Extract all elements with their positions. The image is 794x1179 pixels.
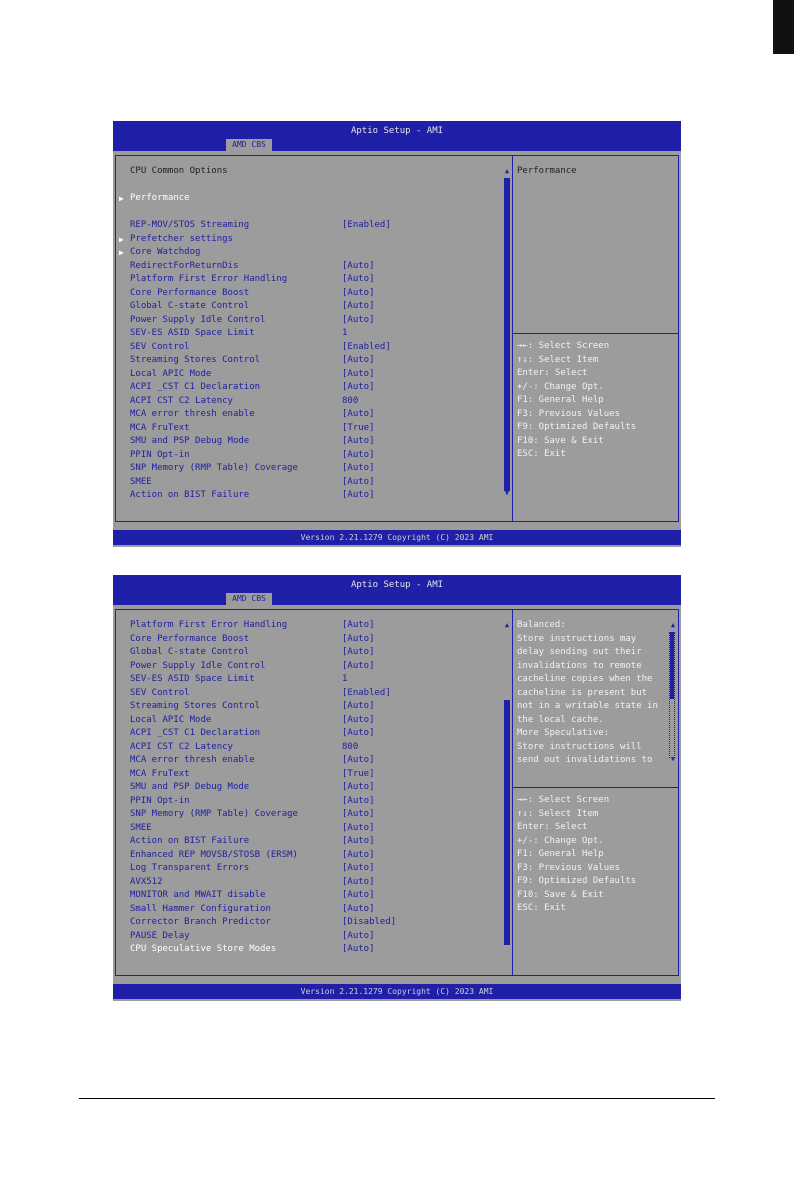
- setting-row[interactable]: [113, 903, 503, 916]
- key-hint: Enter: Select: [517, 822, 588, 832]
- setting-value[interactable]: [Auto]: [342, 490, 375, 500]
- setting-value[interactable]: [True]: [342, 768, 375, 779]
- setting-row[interactable]: [113, 768, 503, 781]
- setting-value[interactable]: [Auto]: [342, 836, 375, 846]
- setting-label: Global C-state Control: [130, 301, 250, 311]
- setting-label: Enhanced REP MOVSB/STOSB (ERSM): [130, 849, 298, 860]
- setting-label: Performance: [130, 193, 190, 203]
- key-hint: ↑↓: Select Item: [517, 808, 599, 819]
- setting-row[interactable]: [113, 246, 503, 259]
- setting-value[interactable]: [Enabled]: [342, 687, 391, 698]
- setting-value[interactable]: 1: [342, 328, 348, 338]
- setting-row[interactable]: [113, 233, 503, 246]
- key-hint: →←: Select Screen: [517, 341, 610, 351]
- setting-row[interactable]: [113, 300, 503, 313]
- setting-value[interactable]: [Auto]: [342, 849, 375, 860]
- scroll-up-arrow-icon[interactable]: ▲: [504, 167, 510, 175]
- setting-row[interactable]: [113, 727, 503, 740]
- setting-value[interactable]: [Auto]: [342, 476, 375, 487]
- help-text-line: cacheline copies when the: [517, 674, 653, 684]
- setting-value[interactable]: [Auto]: [342, 463, 375, 473]
- setting-row[interactable]: [113, 408, 503, 421]
- setting-label: Core Performance Boost: [130, 287, 250, 298]
- setting-row[interactable]: [113, 876, 503, 889]
- setting-label: SMEE: [130, 476, 152, 487]
- help-scroll-down-arrow-icon[interactable]: ▼: [670, 755, 676, 763]
- setting-value[interactable]: [Auto]: [342, 449, 375, 460]
- setting-row[interactable]: [113, 476, 503, 489]
- section-heading-label: CPU Common Options: [130, 166, 228, 176]
- key-hint: +/-: Change Opt.: [517, 381, 604, 392]
- setting-row[interactable]: [113, 646, 503, 659]
- setting-value[interactable]: [Auto]: [342, 755, 375, 765]
- setting-label: MCA FruText: [130, 768, 190, 779]
- setting-row[interactable]: [113, 889, 503, 902]
- setting-label: SMU and PSP Debug Mode: [130, 436, 250, 446]
- help-scroll-up-arrow-icon[interactable]: ▲: [670, 621, 676, 629]
- setting-value[interactable]: [Enabled]: [342, 220, 391, 230]
- setting-value[interactable]: [Auto]: [342, 647, 375, 657]
- setting-row[interactable]: [113, 435, 503, 448]
- setting-value[interactable]: [Auto]: [342, 314, 375, 325]
- setting-label: SNP Memory (RMP Table) Coverage: [130, 463, 298, 473]
- help-text-line: send out invalidations to: [517, 755, 653, 765]
- help-text-line: Store instructions may: [517, 633, 637, 644]
- setting-label: Power Supply Idle Control: [130, 314, 266, 325]
- setting-value[interactable]: [Auto]: [342, 274, 375, 284]
- help-text-line: not in a writable state in: [517, 701, 658, 711]
- setting-label: Platform First Error Handling: [130, 620, 288, 630]
- help-separator: [513, 333, 679, 334]
- version-footer: Version 2.21.1279 Copyright (C) 2023 AMI: [113, 530, 681, 545]
- setting-label: Corrector Branch Predictor: [130, 917, 271, 927]
- setting-row[interactable]: [113, 314, 503, 327]
- setting-label: RedirectForReturnDis: [130, 260, 239, 271]
- setting-label: PPIN Opt-in: [130, 449, 190, 460]
- setting-value[interactable]: [Auto]: [342, 714, 375, 725]
- setting-label: Power Supply Idle Control: [130, 660, 266, 671]
- setting-value[interactable]: [Auto]: [342, 260, 375, 271]
- bios-title: Aptio Setup - AMI: [350, 126, 444, 136]
- scroll-up-arrow-icon[interactable]: ▲: [504, 621, 510, 629]
- setting-value[interactable]: 800: [342, 395, 359, 406]
- setting-label: REP-MOV/STOS Streaming: [130, 220, 250, 230]
- setting-value[interactable]: [Auto]: [342, 633, 375, 644]
- setting-value[interactable]: [Auto]: [342, 368, 375, 379]
- help-text-line: Balanced:: [517, 620, 566, 630]
- setting-row[interactable]: [113, 341, 503, 354]
- setting-label: MCA error thresh enable: [130, 755, 255, 765]
- scrollbar-thumb[interactable]: [504, 178, 510, 491]
- setting-row[interactable]: [113, 943, 503, 956]
- setting-value[interactable]: [Auto]: [342, 822, 375, 833]
- version-footer: Version 2.21.1279 Copyright (C) 2023 AMI: [113, 984, 681, 999]
- setting-row[interactable]: [113, 260, 503, 273]
- help-scrollbar-thumb[interactable]: [670, 632, 674, 699]
- key-hint: F10: Save & Exit: [517, 889, 604, 900]
- setting-row[interactable]: [113, 930, 503, 943]
- key-hint: +/-: Change Opt.: [517, 835, 604, 846]
- key-hint: ESC: Exit: [517, 903, 566, 913]
- key-hint: ESC: Exit: [517, 449, 566, 459]
- setting-value[interactable]: [Auto]: [342, 863, 375, 873]
- key-hint: ↑↓: Select Item: [517, 354, 599, 365]
- setting-row[interactable]: [113, 781, 503, 794]
- setting-label: Local APIC Mode: [130, 714, 212, 725]
- setting-row[interactable]: [113, 700, 503, 713]
- setting-value[interactable]: 1: [342, 674, 348, 684]
- key-hint: F3: Previous Values: [517, 408, 620, 419]
- setting-row[interactable]: [113, 327, 503, 340]
- setting-label: Local APIC Mode: [130, 368, 212, 379]
- setting-label: MONITOR and MWAIT disable: [130, 890, 266, 900]
- submenu-arrow-icon: ▶: [119, 248, 124, 257]
- help-text-line: Store instructions will: [517, 741, 642, 752]
- setting-label: Action on BIST Failure: [130, 490, 250, 500]
- setting-value[interactable]: [Auto]: [342, 809, 375, 819]
- setting-value[interactable]: [Auto]: [342, 930, 375, 941]
- setting-row[interactable]: [113, 714, 503, 727]
- setting-row[interactable]: [113, 462, 503, 475]
- setting-label: Global C-state Control: [130, 647, 250, 657]
- setting-label: SEV Control: [130, 687, 190, 698]
- setting-value[interactable]: [Auto]: [342, 782, 375, 792]
- setting-row[interactable]: [113, 862, 503, 875]
- setting-label: SMU and PSP Debug Mode: [130, 782, 250, 792]
- setting-label: SNP Memory (RMP Table) Coverage: [130, 809, 298, 819]
- setting-row[interactable]: [113, 449, 503, 462]
- setting-label: Platform First Error Handling: [130, 274, 288, 284]
- setting-row[interactable]: [113, 489, 503, 502]
- help-text-line: delay sending out their: [517, 647, 642, 657]
- submenu-arrow-icon: ▶: [119, 234, 124, 244]
- setting-value[interactable]: [Auto]: [342, 287, 375, 298]
- setting-label: Core Performance Boost: [130, 633, 250, 644]
- setting-row[interactable]: [113, 633, 503, 646]
- setting-value[interactable]: [Auto]: [342, 876, 375, 887]
- setting-value[interactable]: 800: [342, 741, 359, 752]
- setting-value[interactable]: [Auto]: [342, 409, 375, 419]
- setting-label: PAUSE Delay: [130, 930, 190, 941]
- setting-value[interactable]: [Auto]: [342, 944, 375, 954]
- setting-label: Small Hammer Configuration: [130, 903, 271, 914]
- setting-row[interactable]: [113, 219, 503, 232]
- setting-row[interactable]: [113, 354, 503, 367]
- setting-row[interactable]: [113, 808, 503, 821]
- setting-row[interactable]: [113, 619, 503, 632]
- setting-row[interactable]: [113, 287, 503, 300]
- setting-row[interactable]: [113, 381, 503, 394]
- setting-row[interactable]: [113, 273, 503, 286]
- setting-label: PPIN Opt-in: [130, 795, 190, 806]
- setting-row[interactable]: [113, 368, 503, 381]
- page-bottom-rule: [79, 1098, 715, 1099]
- setting-label: Action on BIST Failure: [130, 836, 250, 846]
- key-hint: F9: Optimized Defaults: [517, 422, 637, 432]
- setting-label: MCA FruText: [130, 422, 190, 433]
- setting-row[interactable]: [113, 192, 503, 205]
- panel-divider: [512, 609, 513, 976]
- submenu-arrow-icon: ▶: [119, 194, 124, 203]
- key-hint: F9: Optimized Defaults: [517, 876, 637, 886]
- section-heading: [113, 165, 503, 178]
- setting-label: Log Transparent Errors: [130, 863, 250, 873]
- setting-value[interactable]: [Auto]: [342, 890, 375, 900]
- help-text-line: invalidations to remote: [517, 660, 642, 671]
- setting-label: SEV-ES ASID Space Limit: [130, 328, 255, 338]
- key-hint: →←: Select Screen: [517, 795, 610, 805]
- setting-value[interactable]: [Auto]: [342, 301, 375, 311]
- setting-value[interactable]: [Auto]: [342, 795, 375, 806]
- scroll-down-arrow-icon[interactable]: ▼: [504, 489, 510, 497]
- bios-screen-cpu-common-options: [113, 121, 681, 547]
- setting-label: ACPI _CST C1 Declaration: [130, 728, 261, 738]
- setting-row[interactable]: [113, 795, 503, 808]
- key-hint: F1: General Help: [517, 395, 604, 405]
- setting-row[interactable]: [113, 822, 503, 835]
- setting-label: MCA error thresh enable: [130, 409, 255, 419]
- setting-label: AVX512: [130, 876, 163, 887]
- tab-amd-cbs[interactable]: AMD CBS: [226, 139, 272, 151]
- setting-label: Core Watchdog: [130, 247, 201, 257]
- tab-amd-cbs[interactable]: AMD CBS: [226, 593, 272, 605]
- setting-row[interactable]: [113, 835, 503, 848]
- setting-label: SEV-ES ASID Space Limit: [130, 674, 255, 684]
- help-text-line: Performance: [517, 166, 577, 176]
- setting-value[interactable]: [Disabled]: [342, 917, 397, 927]
- setting-label: SEV Control: [130, 341, 190, 352]
- help-text-line: the local cache.: [517, 714, 604, 725]
- setting-label: ACPI CST C2 Latency: [130, 395, 233, 406]
- setting-value[interactable]: [Auto]: [342, 660, 375, 671]
- setting-row[interactable]: [113, 687, 503, 700]
- setting-row[interactable]: [113, 916, 503, 929]
- help-text-line: cacheline is present but: [517, 687, 648, 698]
- panel-divider: [512, 155, 513, 522]
- setting-row[interactable]: [113, 422, 503, 435]
- setting-label: Streaming Stores Control: [130, 355, 261, 365]
- setting-value[interactable]: [Auto]: [342, 903, 375, 914]
- setting-value[interactable]: [True]: [342, 422, 375, 433]
- setting-value[interactable]: [Auto]: [342, 355, 375, 365]
- setting-label: Streaming Stores Control: [130, 701, 261, 711]
- setting-label: Prefetcher settings: [130, 233, 233, 244]
- setting-row[interactable]: [113, 849, 503, 862]
- setting-value[interactable]: [Auto]: [342, 620, 375, 630]
- setting-value[interactable]: [Auto]: [342, 382, 375, 392]
- key-hint: Enter: Select: [517, 368, 588, 378]
- key-hint: F10: Save & Exit: [517, 435, 604, 446]
- page-edge-tab: [773, 0, 794, 54]
- setting-row[interactable]: [113, 754, 503, 767]
- setting-label: SMEE: [130, 822, 152, 833]
- setting-value[interactable]: [Enabled]: [342, 341, 391, 352]
- setting-row[interactable]: [113, 673, 503, 686]
- setting-row[interactable]: [113, 660, 503, 673]
- help-text-line: More Speculative:: [517, 728, 610, 738]
- setting-label: ACPI _CST C1 Declaration: [130, 382, 261, 392]
- setting-value[interactable]: [Auto]: [342, 701, 375, 711]
- scrollbar-thumb[interactable]: [504, 700, 510, 945]
- bios-screen-cpu-common-options-scrolled: [113, 575, 681, 1001]
- key-hint: F1: General Help: [517, 849, 604, 859]
- setting-row[interactable]: [113, 741, 503, 754]
- setting-label: CPU Speculative Store Modes: [130, 944, 277, 954]
- bios-title: Aptio Setup - AMI: [350, 580, 444, 590]
- key-hint: F3: Previous Values: [517, 862, 620, 873]
- setting-row[interactable]: [113, 395, 503, 408]
- setting-value[interactable]: [Auto]: [342, 436, 375, 446]
- help-separator: [513, 787, 679, 788]
- setting-label: ACPI CST C2 Latency: [130, 741, 233, 752]
- setting-value[interactable]: [Auto]: [342, 728, 375, 738]
